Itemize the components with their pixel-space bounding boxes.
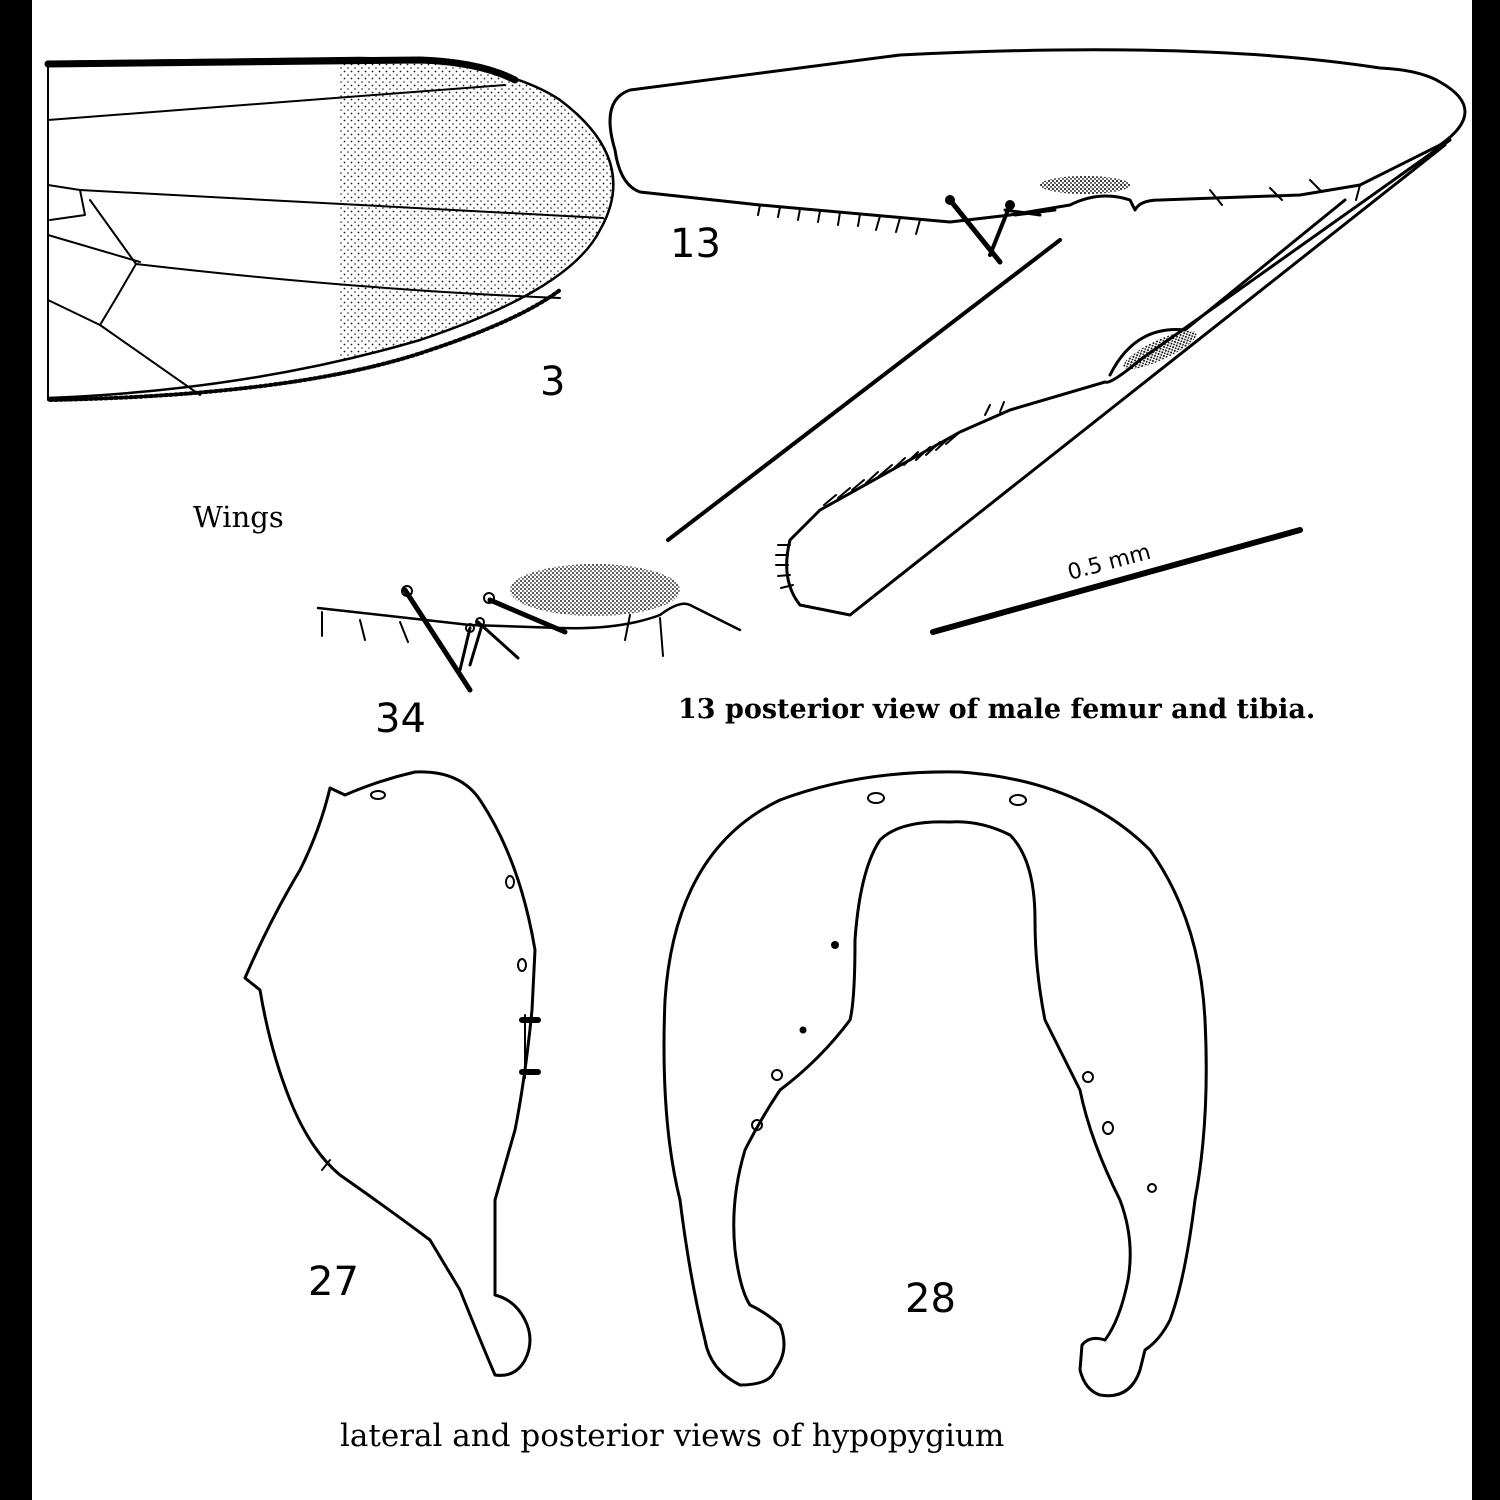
hypopygium-caption: lateral and posterior views of hypopygium	[340, 1418, 1005, 1454]
detail-figure-number: 34	[375, 696, 426, 742]
detail-sensory-patch	[510, 564, 680, 616]
scale-bar-label: 0.5 mm	[1065, 539, 1154, 586]
hypopygium-lateral-number: 27	[308, 1259, 359, 1305]
hypopygium-posterior-number: 28	[905, 1276, 956, 1322]
wing-caption: Wings	[193, 500, 284, 534]
posterior-pore-4	[800, 1027, 807, 1034]
leg-caption: 13 posterior view of male femur and tibia.	[678, 694, 1316, 725]
femur-sensory-patch	[1040, 176, 1130, 194]
leg-figure-number: 13	[670, 221, 721, 267]
paper-background	[32, 0, 1472, 1500]
posterior-pore-3	[831, 941, 839, 949]
wing-figure-number: 3	[540, 359, 566, 405]
